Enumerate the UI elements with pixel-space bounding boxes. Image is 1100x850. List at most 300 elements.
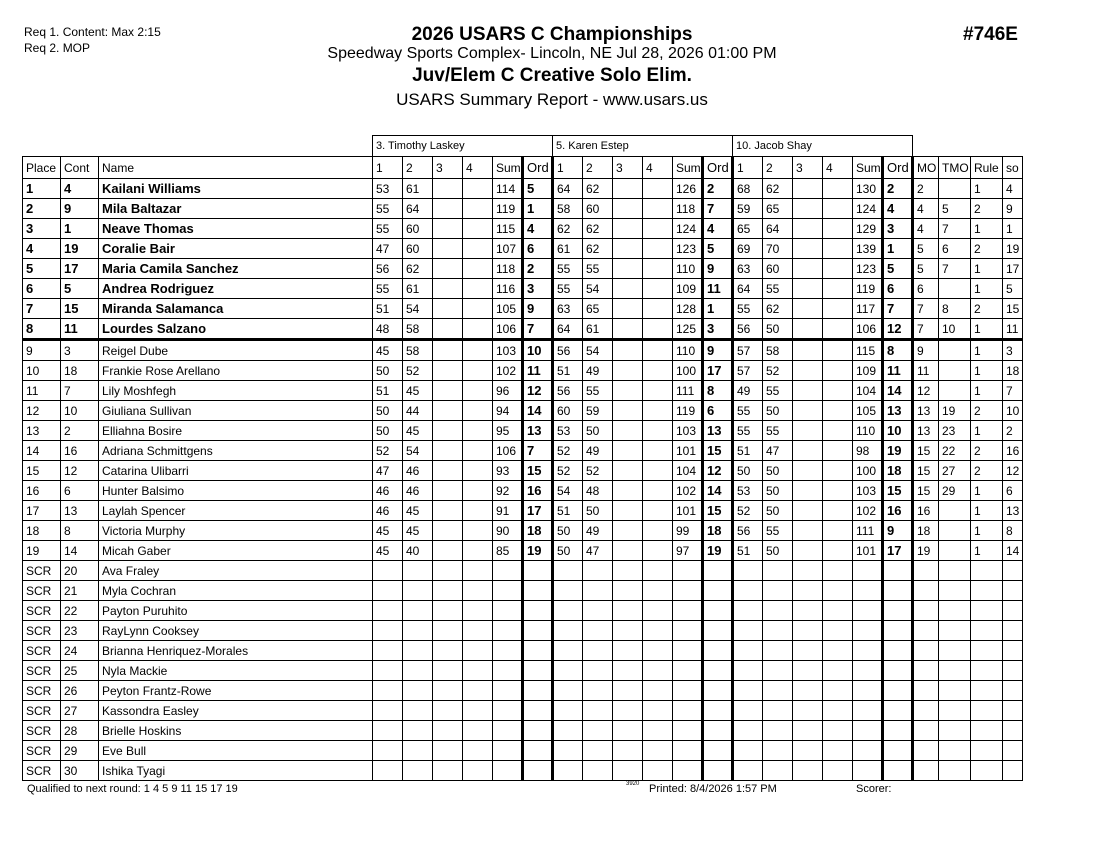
cell-place: 3: [23, 219, 61, 239]
cell-name: Lourdes Salzano: [99, 319, 373, 340]
cell-rule: 1: [971, 381, 1003, 401]
cell-cont: 23: [61, 621, 99, 641]
cell-j1-s3: [433, 521, 463, 541]
cell-so: 8: [1003, 521, 1023, 541]
cell-name: Nyla Mackie: [99, 661, 373, 681]
cell-place: 10: [23, 361, 61, 381]
cell-j3-s2: [763, 741, 793, 761]
cell-so: 2: [1003, 421, 1023, 441]
cell-j3-s3: [793, 340, 823, 361]
table-row: [23, 441, 1023, 461]
cell-name: Elliahna Bosire: [99, 421, 373, 441]
cell-mo: 5: [913, 239, 939, 259]
cell-j2-s4: [643, 219, 673, 239]
cell-cont: 5: [61, 279, 99, 299]
cell-j2-s4: [643, 319, 673, 340]
cell-j2-s2: 62: [583, 219, 613, 239]
cell-j3-s4: [823, 179, 853, 199]
cell-tmo: 7: [939, 259, 971, 279]
cell-j1-sum: 119: [493, 199, 523, 219]
cell-cont: 1: [61, 219, 99, 239]
cell-j3-s1: 55: [733, 421, 763, 441]
table-row: [23, 319, 1023, 340]
cell-tmo: [939, 340, 971, 361]
cell-j3-s4: [823, 361, 853, 381]
cell-j2-s1: 58: [553, 199, 583, 219]
column-header-j3-ord: Ord: [883, 157, 913, 179]
cell-mo: [913, 761, 939, 781]
cell-j2-ord: [703, 741, 733, 761]
cell-so: 11: [1003, 319, 1023, 340]
event-number: #746E: [963, 24, 1018, 45]
cell-j1-sum: [493, 681, 523, 701]
cell-j2-s1: 53: [553, 421, 583, 441]
cell-j2-s3: [613, 521, 643, 541]
cell-tmo: [939, 541, 971, 561]
cell-j3-s2: 70: [763, 239, 793, 259]
cell-j1-s1: 50: [373, 361, 403, 381]
cell-j1-s4: [463, 621, 493, 641]
cell-mo: 4: [913, 199, 939, 219]
cell-j2-s2: 48: [583, 481, 613, 501]
cell-j1-sum: [493, 661, 523, 681]
cell-j2-s2: 47: [583, 541, 613, 561]
cell-j1-s4: [463, 381, 493, 401]
cell-j3-s2: [763, 601, 793, 621]
cell-j3-s3: [793, 721, 823, 741]
cell-j3-ord: 14: [883, 381, 913, 401]
cell-j3-s2: [763, 641, 793, 661]
cell-j3-s2: [763, 721, 793, 741]
cell-j2-ord: [703, 601, 733, 621]
cell-place: 2: [23, 199, 61, 219]
cell-place: 11: [23, 381, 61, 401]
cell-j3-s4: [823, 441, 853, 461]
cell-place: 13: [23, 421, 61, 441]
cell-j2-sum: [673, 761, 703, 781]
cell-j1-ord: 7: [523, 319, 553, 340]
table-row: [23, 239, 1023, 259]
cell-so: [1003, 701, 1023, 721]
cell-j3-ord: 11: [883, 361, 913, 381]
cell-j3-sum: 100: [853, 461, 883, 481]
cell-mo: 18: [913, 521, 939, 541]
cell-j3-sum: 103: [853, 481, 883, 501]
cell-j3-s2: [763, 701, 793, 721]
table-row: [23, 199, 1023, 219]
cell-j2-s1: 64: [553, 179, 583, 199]
cell-j2-s3: [613, 761, 643, 781]
cell-rule: [971, 621, 1003, 641]
table-row: [23, 741, 1023, 761]
cell-j2-s1: [553, 681, 583, 701]
cell-rule: 2: [971, 461, 1003, 481]
cell-j2-s2: [583, 681, 613, 701]
cell-so: 5: [1003, 279, 1023, 299]
cell-j1-ord: 2: [523, 259, 553, 279]
cell-j2-s2: 52: [583, 461, 613, 481]
cell-j1-s4: [463, 279, 493, 299]
cell-j2-s3: [613, 239, 643, 259]
cell-j3-s1: 55: [733, 401, 763, 421]
cell-j1-s4: [463, 421, 493, 441]
cell-j2-s2: [583, 641, 613, 661]
cell-j3-ord: 9: [883, 521, 913, 541]
cell-j3-s2: 62: [763, 179, 793, 199]
cell-j2-s3: [613, 601, 643, 621]
cell-j3-s4: [823, 199, 853, 219]
cell-rule: [971, 761, 1003, 781]
cell-j2-s2: 50: [583, 421, 613, 441]
cell-j3-s4: [823, 279, 853, 299]
cell-tmo: 23: [939, 421, 971, 441]
cell-cont: 25: [61, 661, 99, 681]
cell-j1-s2: 45: [403, 521, 433, 541]
cell-j1-s3: [433, 299, 463, 319]
cell-name: Kailani Williams: [99, 179, 373, 199]
cell-j2-ord: 2: [703, 179, 733, 199]
cell-so: [1003, 601, 1023, 621]
cell-j2-s4: [643, 179, 673, 199]
cell-j3-s3: [793, 661, 823, 681]
cell-j2-sum: 104: [673, 461, 703, 481]
cell-so: 6: [1003, 481, 1023, 501]
cell-name: Victoria Murphy: [99, 521, 373, 541]
cell-j3-s4: [823, 641, 853, 661]
cell-j2-s3: [613, 340, 643, 361]
cell-j1-s2: [403, 741, 433, 761]
cell-j1-sum: [493, 581, 523, 601]
cell-j2-s4: [643, 481, 673, 501]
cell-j2-s4: [643, 561, 673, 581]
cell-j3-s3: [793, 239, 823, 259]
cell-j2-ord: [703, 641, 733, 661]
table-row: [23, 401, 1023, 421]
cell-j1-sum: 85: [493, 541, 523, 561]
cell-j2-s1: [553, 641, 583, 661]
cell-j1-ord: 14: [523, 401, 553, 421]
cell-j1-s1: [373, 561, 403, 581]
cell-j3-s1: 64: [733, 279, 763, 299]
cell-j3-ord: 8: [883, 340, 913, 361]
column-header-j2-s2: 2: [583, 157, 613, 179]
cell-place: 6: [23, 279, 61, 299]
cell-j2-s3: [613, 361, 643, 381]
cell-j3-s2: 62: [763, 299, 793, 319]
cell-j3-s3: [793, 179, 823, 199]
cell-so: [1003, 561, 1023, 581]
venue-datetime: Speedway Sports Complex- Lincoln, NE Jul 28, 2026 01:00 PM: [327, 45, 777, 62]
cell-rule: [971, 701, 1003, 721]
cell-tmo: 7: [939, 219, 971, 239]
cell-j2-s4: [643, 199, 673, 219]
cell-j2-s1: [553, 561, 583, 581]
cell-j3-s3: [793, 299, 823, 319]
cell-j3-s3: [793, 761, 823, 781]
cell-j3-ord: 17: [883, 541, 913, 561]
cell-mo: 15: [913, 461, 939, 481]
cell-mo: 6: [913, 279, 939, 299]
cell-so: [1003, 681, 1023, 701]
cell-j1-s3: [433, 701, 463, 721]
table-row: [23, 179, 1023, 199]
cell-mo: [913, 701, 939, 721]
cell-so: [1003, 761, 1023, 781]
cell-j2-sum: [673, 641, 703, 661]
column-header-j2-ord: Ord: [703, 157, 733, 179]
cell-j3-ord: 12: [883, 319, 913, 340]
cell-j1-s2: 45: [403, 501, 433, 521]
cell-tmo: 5: [939, 199, 971, 219]
cell-j1-s4: [463, 641, 493, 661]
cell-j1-s3: [433, 561, 463, 581]
cell-j1-sum: 90: [493, 521, 523, 541]
cell-j2-s2: 54: [583, 340, 613, 361]
cell-j2-s1: 50: [553, 521, 583, 541]
cell-j2-s3: [613, 681, 643, 701]
cell-cont: 17: [61, 259, 99, 279]
judge-2-label: 5. Karen Estep: [553, 136, 733, 157]
cell-cont: 21: [61, 581, 99, 601]
cell-j2-s1: 50: [553, 541, 583, 561]
cell-j3-s3: [793, 219, 823, 239]
cell-place: SCR: [23, 581, 61, 601]
cell-j3-s3: [793, 199, 823, 219]
column-header-j1-s4: 4: [463, 157, 493, 179]
cell-j2-s3: [613, 501, 643, 521]
cell-j1-ord: 7: [523, 441, 553, 461]
table-row: [23, 259, 1023, 279]
cell-j1-s1: 45: [373, 521, 403, 541]
cell-j3-sum: [853, 701, 883, 721]
cell-j1-sum: [493, 621, 523, 641]
cell-j1-s3: [433, 761, 463, 781]
cell-so: 7: [1003, 381, 1023, 401]
cell-cont: 11: [61, 319, 99, 340]
cell-j2-s2: 62: [583, 179, 613, 199]
cell-j3-s3: [793, 581, 823, 601]
cell-j3-s2: 55: [763, 279, 793, 299]
cell-j2-s1: [553, 701, 583, 721]
cell-j1-ord: 19: [523, 541, 553, 561]
cell-j1-s1: [373, 581, 403, 601]
cell-mo: [913, 681, 939, 701]
cell-j3-s1: 53: [733, 481, 763, 501]
cell-j1-ord: [523, 561, 553, 581]
cell-j1-s1: 51: [373, 381, 403, 401]
column-header-j3-sum: Sum: [853, 157, 883, 179]
cell-j3-s1: [733, 601, 763, 621]
requirement-1: Req 1. Content: Max 2:15: [24, 25, 161, 39]
cell-j3-sum: 115: [853, 340, 883, 361]
cell-j3-sum: 101: [853, 541, 883, 561]
event-title: Juv/Elem C Creative Solo Elim.: [412, 65, 692, 86]
cell-name: Frankie Rose Arellano: [99, 361, 373, 381]
cell-mo: 12: [913, 381, 939, 401]
cell-j1-s2: [403, 641, 433, 661]
cell-j2-s4: [643, 741, 673, 761]
cell-j3-s2: 50: [763, 319, 793, 340]
cell-j1-ord: [523, 581, 553, 601]
cell-rule: 1: [971, 340, 1003, 361]
cell-j1-s3: [433, 721, 463, 741]
cell-j3-ord: [883, 561, 913, 581]
cell-j3-s4: [823, 501, 853, 521]
cell-mo: 2: [913, 179, 939, 199]
cell-j3-ord: 4: [883, 199, 913, 219]
cell-j3-sum: 98: [853, 441, 883, 461]
cell-j3-s4: [823, 401, 853, 421]
cell-j3-ord: 16: [883, 501, 913, 521]
cell-j1-s3: [433, 219, 463, 239]
cell-j2-s1: 52: [553, 441, 583, 461]
cell-j2-ord: 9: [703, 340, 733, 361]
cell-j2-s1: [553, 721, 583, 741]
cell-j1-s3: [433, 501, 463, 521]
cell-j2-sum: [673, 601, 703, 621]
cell-j2-s3: [613, 259, 643, 279]
cell-j2-sum: 128: [673, 299, 703, 319]
cell-cont: 27: [61, 701, 99, 721]
cell-j3-s1: 56: [733, 319, 763, 340]
cell-j2-sum: [673, 681, 703, 701]
cell-mo: [913, 581, 939, 601]
cell-j3-s1: 59: [733, 199, 763, 219]
cell-cont: 22: [61, 601, 99, 621]
cell-j1-s4: [463, 521, 493, 541]
cell-j3-s2: 50: [763, 461, 793, 481]
cell-tmo: [939, 661, 971, 681]
cell-rule: 1: [971, 481, 1003, 501]
cell-cont: 26: [61, 681, 99, 701]
table-row: [23, 581, 1023, 601]
cell-j3-s1: [733, 741, 763, 761]
cell-j1-sum: 102: [493, 361, 523, 381]
cell-j2-s4: [643, 501, 673, 521]
cell-j1-sum: 92: [493, 481, 523, 501]
cell-j2-s2: [583, 581, 613, 601]
cell-j3-sum: 119: [853, 279, 883, 299]
cell-mo: 13: [913, 421, 939, 441]
column-header-j1-sum: Sum: [493, 157, 523, 179]
column-header-so: so: [1003, 157, 1023, 179]
cell-j1-s2: 45: [403, 381, 433, 401]
cell-place: 19: [23, 541, 61, 561]
cell-j2-sum: [673, 621, 703, 641]
cell-j2-s3: [613, 621, 643, 641]
column-header-j1-s3: 3: [433, 157, 463, 179]
cell-j2-s1: 55: [553, 259, 583, 279]
cell-j2-s3: [613, 561, 643, 581]
cell-j1-s1: 45: [373, 541, 403, 561]
cell-j3-s1: 56: [733, 521, 763, 541]
cell-j2-s2: [583, 741, 613, 761]
cell-j3-ord: [883, 721, 913, 741]
cell-place: SCR: [23, 661, 61, 681]
cell-j1-s2: [403, 561, 433, 581]
cell-name: Ishika Tyagi: [99, 761, 373, 781]
cell-j2-s2: [583, 601, 613, 621]
cell-name: Ava Fraley: [99, 561, 373, 581]
cell-j1-s1: 45: [373, 340, 403, 361]
cell-j3-s1: 57: [733, 361, 763, 381]
cell-j2-ord: [703, 721, 733, 741]
cell-j3-ord: [883, 641, 913, 661]
cell-tmo: [939, 601, 971, 621]
cell-rule: [971, 741, 1003, 761]
cell-j3-sum: 124: [853, 199, 883, 219]
table-row: [23, 521, 1023, 541]
cell-j2-s3: [613, 381, 643, 401]
cell-j1-s3: [433, 319, 463, 340]
cell-j2-ord: [703, 561, 733, 581]
cell-j3-s3: [793, 561, 823, 581]
cell-j3-s3: [793, 401, 823, 421]
cell-rule: [971, 581, 1003, 601]
cell-place: SCR: [23, 601, 61, 621]
cell-j3-s3: [793, 541, 823, 561]
cell-rule: [971, 661, 1003, 681]
cell-j2-sum: 99: [673, 521, 703, 541]
cell-mo: [913, 661, 939, 681]
cell-mo: [913, 741, 939, 761]
judge-3-label: 10. Jacob Shay: [733, 136, 913, 157]
cell-name: Brianna Henriquez-Morales: [99, 641, 373, 661]
column-header-tmo: TMO: [939, 157, 971, 179]
cell-j1-s3: [433, 199, 463, 219]
cell-j1-s1: 50: [373, 421, 403, 441]
cell-j1-s4: [463, 441, 493, 461]
cell-place: 4: [23, 239, 61, 259]
cell-j2-s3: [613, 441, 643, 461]
cell-j1-sum: 106: [493, 319, 523, 340]
cell-j3-sum: [853, 601, 883, 621]
cell-j1-s4: [463, 461, 493, 481]
cell-j3-s3: [793, 521, 823, 541]
cell-mo: 11: [913, 361, 939, 381]
cell-j1-s2: [403, 601, 433, 621]
cell-j1-s4: [463, 219, 493, 239]
cell-j3-ord: 6: [883, 279, 913, 299]
cell-j3-s4: [823, 661, 853, 681]
column-header-j1-ord: Ord: [523, 157, 553, 179]
cell-j1-s3: [433, 581, 463, 601]
cell-place: 14: [23, 441, 61, 461]
cell-j2-ord: 14: [703, 481, 733, 501]
cell-j1-s3: [433, 239, 463, 259]
table-row: [23, 481, 1023, 501]
cell-cont: 2: [61, 421, 99, 441]
cell-j3-s1: [733, 581, 763, 601]
cell-j2-s4: [643, 361, 673, 381]
cell-j3-sum: [853, 761, 883, 781]
cell-j1-s3: [433, 179, 463, 199]
cell-j3-s2: 52: [763, 361, 793, 381]
cell-j2-s3: [613, 721, 643, 741]
cell-j2-s4: [643, 721, 673, 741]
cell-j2-sum: 101: [673, 441, 703, 461]
cell-j3-ord: [883, 601, 913, 621]
cell-j1-s3: [433, 481, 463, 501]
cell-j1-s4: [463, 501, 493, 521]
cell-j2-ord: 19: [703, 541, 733, 561]
cell-j1-s1: 53: [373, 179, 403, 199]
column-header-j3-s1: 1: [733, 157, 763, 179]
cell-j1-s2: [403, 701, 433, 721]
cell-j2-s2: 55: [583, 259, 613, 279]
cell-rule: 2: [971, 299, 1003, 319]
cell-tmo: [939, 361, 971, 381]
